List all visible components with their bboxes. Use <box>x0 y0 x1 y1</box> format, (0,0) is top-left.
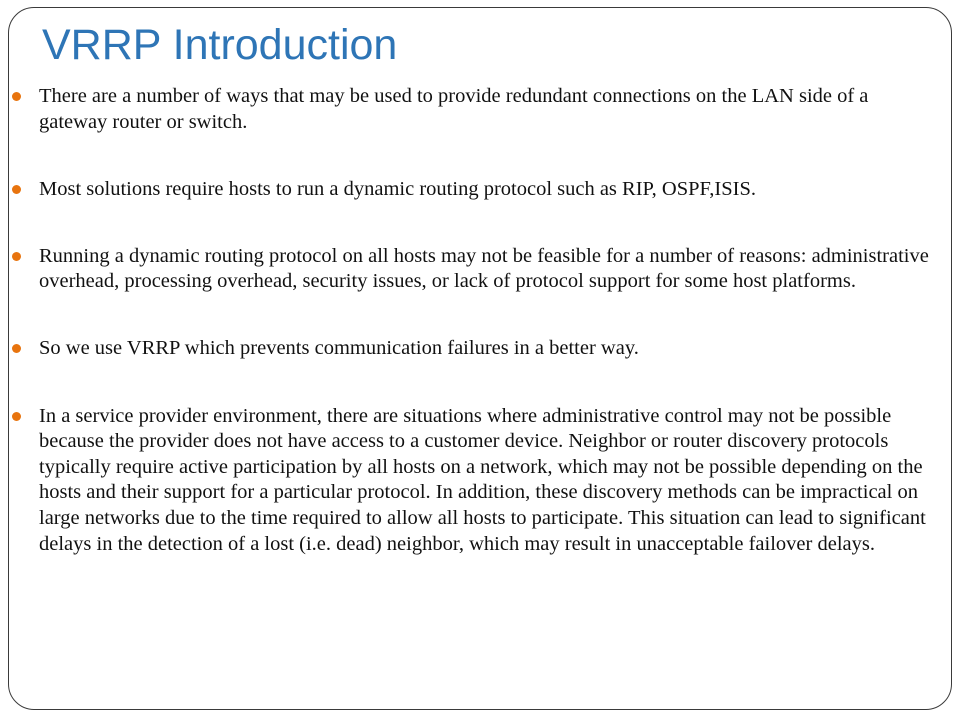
bullet-dot-icon <box>12 185 21 194</box>
bullet-text: Running a dynamic routing protocol on all hosts may not be feasible for a number of reasons: administrative overhead, processing overhead, security issues, or lack of protocol support for some host platforms. <box>39 244 929 293</box>
bullet-item <box>39 177 929 203</box>
bullet-text: Most solutions require hosts to run a dynamic routing protocol such as RIP, OSPF,ISIS. <box>39 177 756 200</box>
bullet-item <box>39 404 929 558</box>
bullet-item <box>39 84 929 135</box>
bullet-item <box>39 244 929 295</box>
bullet-dot-icon <box>12 92 21 101</box>
slide-title: VRRP Introduction <box>42 21 398 69</box>
bullet-text: In a service provider environment, there are situations where administrative control may not be possible because the provider does not have access to a customer device. Neighbor or router discovery protocols typically require active participation by all hosts on a network, which may not be possible depending on the hosts and their support for a particular protocol. In addition, these discovery methods can be impractical on large networks due to the time required to allow all hosts to participate. This situation can lead to significant delays in the detection of a lost (i.e. dead) neighbor, which may result in unacceptable failover delays. <box>39 404 926 555</box>
bullet-text: So we use VRRP which prevents communication failures in a better way. <box>39 337 639 360</box>
bullet-dot-icon <box>12 412 21 421</box>
bullet-item <box>39 336 929 362</box>
bullet-list <box>39 84 929 557</box>
bullet-dot-icon <box>12 252 21 261</box>
bullet-text: There are a number of ways that may be used to provide redundant connections on the LAN side of a gateway router or switch. <box>39 85 869 133</box>
